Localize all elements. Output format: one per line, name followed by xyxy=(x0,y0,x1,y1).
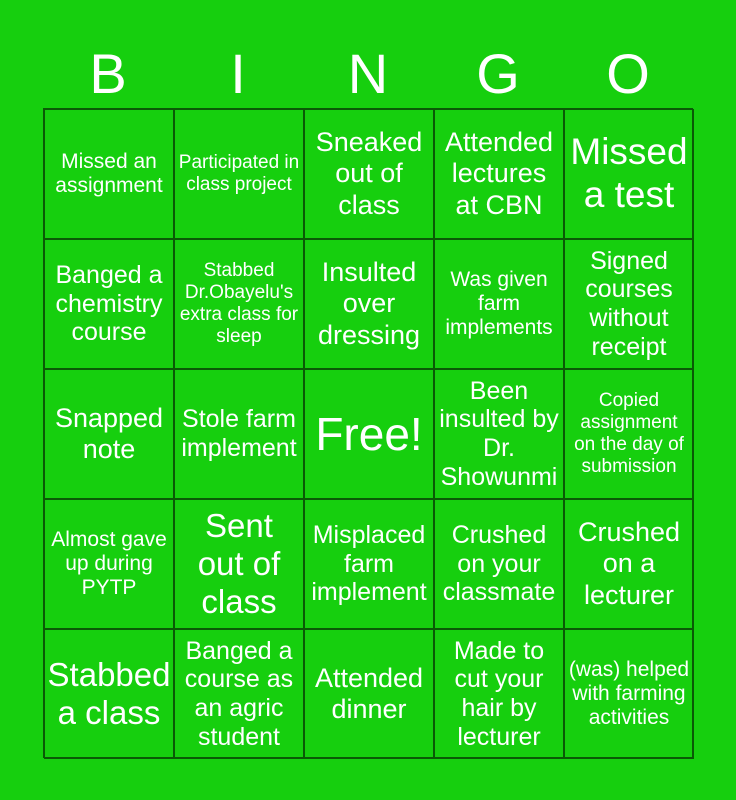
cell-label: Crushed on your classmate xyxy=(442,520,556,607)
cell-label: Misplaced farm implement xyxy=(311,520,427,607)
bingo-cell[interactable] xyxy=(174,499,304,629)
cell-label: Copied assignment on the day of submission xyxy=(574,390,684,477)
bingo-cell[interactable] xyxy=(304,499,434,629)
bingo-cell[interactable] xyxy=(564,109,694,239)
bingo-header xyxy=(43,40,693,108)
bingo-cell[interactable] xyxy=(564,369,694,499)
cell-label: Insulted over dressing xyxy=(317,257,421,350)
cell-label: Stabbed Dr.Obayelu's extra class for sleep xyxy=(179,260,299,347)
header-letter-n: N xyxy=(347,42,389,105)
cell-label: Banged a course as an agric student xyxy=(184,636,294,751)
bingo-cell[interactable] xyxy=(44,109,174,239)
cell-label: Crushed on a lecturer xyxy=(577,517,681,610)
bingo-cell[interactable] xyxy=(44,499,174,629)
cell-label: Participated in class project xyxy=(178,152,300,195)
header-letter-g: G xyxy=(476,42,520,105)
bingo-cell[interactable] xyxy=(174,369,304,499)
header-letter-b: B xyxy=(89,42,127,105)
bingo-board xyxy=(43,108,693,758)
cell-label: Almost gave up during PYTP xyxy=(51,527,167,600)
cell-label: Snapped note xyxy=(54,402,164,464)
bingo-cell[interactable] xyxy=(434,499,564,629)
bingo-cell[interactable] xyxy=(44,239,174,369)
bingo-cell[interactable] xyxy=(434,109,564,239)
header-letter-i: I xyxy=(230,42,246,105)
cell-label: Was given farm implements xyxy=(445,267,553,340)
bingo-cell[interactable] xyxy=(304,239,434,369)
cell-label: Made to cut your hair by lecturer xyxy=(453,636,545,751)
cell-label: Sneaked out of class xyxy=(315,127,423,220)
bingo-cell[interactable] xyxy=(304,629,434,759)
cell-label: Signed courses without receipt xyxy=(585,246,673,361)
bingo-cell[interactable] xyxy=(434,239,564,369)
cell-label: Missed a test xyxy=(570,131,688,215)
header-letter-o: O xyxy=(606,42,650,105)
cell-label: Attended dinner xyxy=(314,662,424,724)
free-space-cell[interactable] xyxy=(304,369,434,499)
bingo-cell[interactable] xyxy=(304,109,434,239)
bingo-cell[interactable] xyxy=(434,629,564,759)
cell-label: (was) helped with farming activities xyxy=(568,657,690,730)
cell-label: Free! xyxy=(315,407,423,460)
bingo-cell[interactable] xyxy=(174,239,304,369)
bingo-cell[interactable] xyxy=(564,499,694,629)
cell-label: Banged a chemistry course xyxy=(55,260,163,347)
bingo-cell[interactable] xyxy=(564,239,694,369)
bingo-cell[interactable] xyxy=(174,629,304,759)
bingo-cell[interactable] xyxy=(44,629,174,759)
cell-label: Attended lectures at CBN xyxy=(444,127,554,220)
bingo-cell[interactable] xyxy=(434,369,564,499)
bingo-cell[interactable] xyxy=(44,369,174,499)
cell-label: Been insulted by Dr. Showunmi xyxy=(439,376,559,491)
cell-label: Missed an assignment xyxy=(55,149,163,197)
bingo-cell[interactable] xyxy=(564,629,694,759)
cell-label: Sent out of class xyxy=(197,507,281,620)
cell-label: Stabbed a class xyxy=(47,656,171,731)
bingo-cell[interactable] xyxy=(174,109,304,239)
cell-label: Stole farm implement xyxy=(181,405,297,462)
